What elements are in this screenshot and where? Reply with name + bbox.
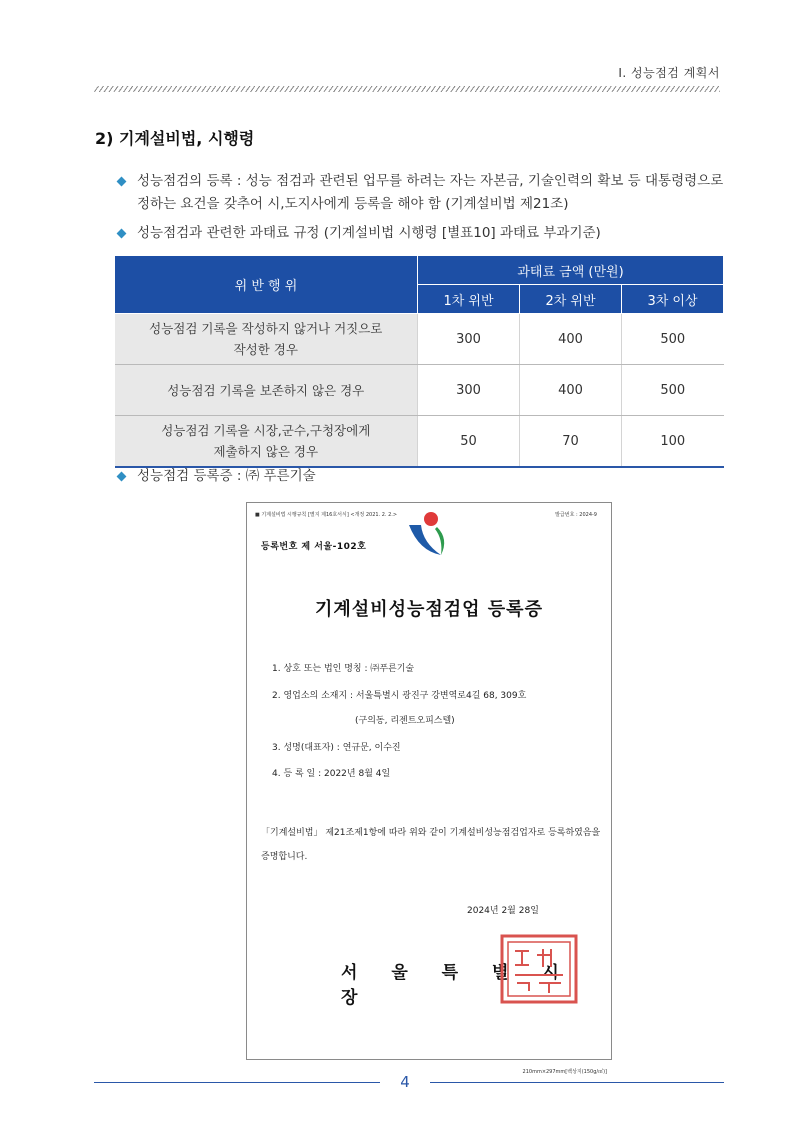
violation-header: 위 반 행 위: [115, 256, 418, 314]
fine-cell: 300: [418, 314, 520, 365]
fine-cell: 300: [418, 365, 520, 416]
amount-header: 과태료 금액 (만원): [418, 256, 724, 285]
violation-cell: 성능점검 기록을 보존하지 않은 경우: [115, 365, 418, 416]
issuer-name: 서 울 특 별 시 장: [341, 963, 573, 1008]
form-note: ■ 기계설비법 시행규칙 [별지 제16호서식] <개정 2021. 2. 2.>: [255, 512, 398, 518]
certificate-statement: 「기계설비법」 제21조제1항에 따라 위와 같이 기계설비성능점검업자로 등록하였음을 증명합니다.: [261, 828, 601, 862]
fine-table: [114, 255, 724, 468]
fine-cell: 400: [520, 365, 622, 416]
bullet-certificate: [118, 465, 728, 488]
table-row: [115, 365, 724, 416]
fine-cell: 100: [622, 416, 724, 468]
office-address-detail: (구의동, 리젠트오피스텔): [355, 716, 455, 726]
paper-spec: 210mm×297mm[백상지(150g/㎡)]: [522, 1069, 607, 1075]
registration-date: 4. 등 록 일 : 2022년 8월 4일: [272, 769, 391, 779]
violation-cell: 성능점검 기록을 시장,군수,구청장에게 제출하지 않은 경우: [115, 416, 418, 468]
fine-cell: 400: [520, 314, 622, 365]
representative: 3. 성명(대표자) : 연규문, 이수진: [272, 743, 401, 753]
hatch-divider: [94, 86, 720, 92]
official-seal-icon: [499, 933, 579, 1005]
company-name: 1. 상호 또는 법인 명칭 : ㈜푸른기술: [272, 664, 415, 674]
fine-cell: 70: [520, 416, 622, 468]
violation-cell: 성능점검 기록을 작성하지 않거나 거짓으로 작성한 경우: [115, 314, 418, 365]
level-header: 1차 위반: [418, 285, 520, 314]
bullet-fine-rules: [118, 222, 728, 245]
level-header: 3차 이상: [622, 285, 724, 314]
registration-number: 등록번호 제 서울-102호: [261, 542, 367, 552]
office-address: 2. 영업소의 소재지 : 서울특별시 광진구 강변역로4길 68, 309호: [272, 691, 527, 701]
footer-rule: [94, 1082, 380, 1083]
issue-number: 발급번호 : 2024-9: [555, 512, 597, 518]
bullet-text: 성능점검과 관련한 과태료 규정 (기계설비법 시행령 [별표10] 과태료 부과기준): [137, 225, 601, 241]
table-row: [115, 416, 724, 468]
issue-date: 2024년 2월 28일: [467, 906, 539, 916]
section-title: 2) 기계설비법, 시행령: [95, 129, 255, 148]
page-number: 4: [400, 1073, 410, 1091]
chapter-header: Ⅰ. 성능점검 계획서: [618, 66, 720, 80]
certificate-title: 기계설비성능점검업 등록증: [315, 599, 543, 620]
seoul-logo-icon: [397, 503, 455, 561]
level-header: 2차 위반: [520, 285, 622, 314]
fine-cell: 50: [418, 416, 520, 468]
bullet-text: 성능점검의 등록 : 성능 점검과 관련된 업무를 하려는 자는 자본금, 기술인력의 확보 등 대통령령으로 정하는 요건을 갖추어 시,도지사에게 등록을 해야 함 (기계설비법 제21조): [137, 173, 724, 212]
footer-rule: [430, 1082, 724, 1083]
fine-cell: 500: [622, 365, 724, 416]
fine-cell: 500: [622, 314, 724, 365]
bullet-registration: [118, 170, 728, 216]
registration-certificate: [246, 502, 612, 1075]
table-row: [115, 314, 724, 365]
bullet-text: 성능점검 등록증 : ㈜ 푸른기술: [137, 468, 316, 484]
